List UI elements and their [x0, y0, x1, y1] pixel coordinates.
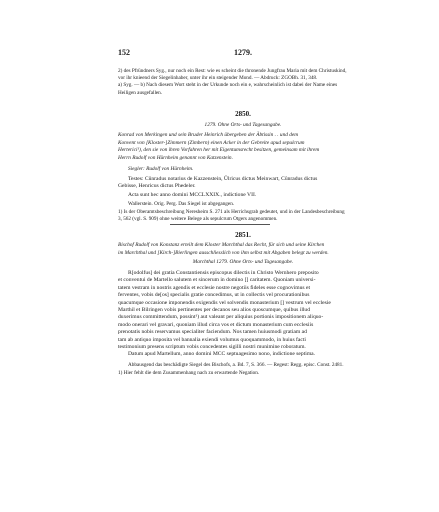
doc-number-2851: 2851. — [235, 231, 251, 239]
text-line: R[odolfus] dei gratia Constantiensis episcopus dilectis in Christo Wernhero preposito — [128, 270, 319, 276]
doc-2850-sigler: Siegler: Rudolf von Hürnheim. — [128, 166, 194, 172]
testes-line: Gebisse, Henricus dictus Phedeler. — [118, 183, 196, 190]
header-year: 1279. — [234, 48, 252, 57]
footnote-line: 3, 562 (vgl. S. 909) ohne weitere Belege als sepulcrum Otgers angenommen. — [118, 216, 278, 222]
note-line: Heiligen ausgefallen. — [118, 89, 163, 96]
summary-line: Herrn Rudolf von Hürnheim genannt von Katzenstein. — [118, 154, 233, 161]
note-line: 2) des Pfründners Syg., nur noch ein Rest: wie es scheint die thronende Jungfrau Maria mit dem Christuskind, — [118, 68, 347, 74]
doc-2851-summary — [118, 242, 368, 257]
doc-2850-archive — [118, 201, 368, 208]
text-line: Datum apud Martellum, anno domini MCC septuagesimo nono, indictione septima. — [128, 351, 316, 358]
testes-line: Testes: Cûnradus notarius de Kazzenstein, Ûlricus dictus Meinwart, Cûnradus dictus — [128, 176, 318, 182]
text-line: testimonium presens scriptum vobis concedentes sigilli nostri munimine roboratum. — [118, 344, 306, 351]
doc-2850-date: 1279. Ohne Orts- und Tagesangabe. — [204, 122, 282, 128]
summary-line: Konvent von [Kloster-]Zimmern (Zimbern) einen Acker in der Gebreite apud sepulcrum — [118, 139, 305, 146]
doc-2850-testes — [118, 176, 368, 191]
doc-2850-acta — [118, 192, 368, 199]
previous-doc-notes — [118, 68, 368, 97]
summary-line: Herterici¹), den sie von ihren Vorfahren her mit Eigentumsrecht besitzen, gemeinsam mit ihrem — [118, 147, 320, 154]
summary-line: Bischof Rudolf von Konstanz erteilt dem Kloster Marchthal das Recht, für sich und seine Kirchen — [118, 242, 325, 248]
text-line: ferventes, vobis de[os] specialis gratie concedimus, ut in collectis vel procurationibus — [118, 292, 310, 299]
note-line: vor ihr knieend der Siegelinhaber, unter ihr ein steigender Mond. — Abdruck: ZGOBh. 31, 348. — [118, 75, 318, 82]
doc-2851-text — [118, 270, 368, 359]
divider — [170, 224, 270, 225]
summary-line: Konrad von Merkingen und sein Bruder Heinrich übergeben der Äbtissin . . und dem — [118, 132, 299, 138]
doc-2851-footnote — [118, 370, 368, 377]
footnote-line: 1) Is der Oberamtsbeschreibung Neresheim S. 271 als Herrichsgrab gedeutet, und in der Landesbeschreibung — [118, 209, 345, 215]
footnote-line: 1) Hier fehlt die dem Zusammenhang nach zu erwartende Negation. — [118, 370, 260, 376]
text-line: quacumque occasione imponendis exigendis vel solvendis monasterium [] vestrum vel ecclesie — [118, 299, 331, 306]
text-line: modo onerari vel gravari, quoniam illud circa vos et dictum monasterium cum ecclesiis — [118, 321, 314, 328]
text-line: Marthil et Bilringen vobis pertinentes per decanos seu alios quoscumque, quibus illud — [118, 307, 311, 314]
note-line: a) Syg. — b) Nach diesem Wort steht in der Urkunde noch ein e, wahrscheinlich ist dabei der Name eines — [118, 82, 338, 89]
acta-line: Acta sunt hec anno domini MCCLXXIX., indictione VII. — [128, 192, 257, 198]
page-number: 152 — [118, 48, 130, 57]
doc-number-2850: 2850. — [235, 110, 251, 118]
text-line: tam ab antiquo imposita vel bannalia exiendi volumus quoquammodo, in huius facti — [118, 336, 306, 343]
doc-2851-archive — [118, 362, 368, 369]
archive-line: Wallerstein. Orig. Perg. Das Siegel ist abgegangen. — [128, 201, 235, 207]
doc-2850-footnote — [118, 209, 368, 223]
text-line: duxerimus committendum, possint¹) aut valeant per aliquius portionis impositionem aliquo- — [118, 314, 324, 321]
doc-2850-summary — [118, 132, 368, 162]
text-line: et conventui de Martello salutem et sincerum in domino [] caritatem. Quoniam universi- — [118, 277, 316, 284]
text-line: prenotatis nobis reservamus specialiter faciendum. Nos tamen huiusmodi gratiam ad — [118, 329, 307, 336]
doc-2851-date: Marchthal 1279. Ohne Orts- und Tagesangabe. — [192, 259, 294, 265]
text-line: tatem vestram in nostris agendis et ecclesie nostre negotiis fideles esse cognovimus et — [118, 284, 311, 291]
summary-line: im Marchthal und [Kirch-]Bierlingen ausschliesslich von ihm selbst mit Abgaben belegt zu werden. — [118, 249, 329, 256]
running-header — [118, 48, 368, 60]
archive-line: Abbausgend das beschädigte Siegel des Bischofs, a. Bd. 7, S. 366. — Regest: Regg. episc. Const. 2481. — [128, 362, 344, 368]
